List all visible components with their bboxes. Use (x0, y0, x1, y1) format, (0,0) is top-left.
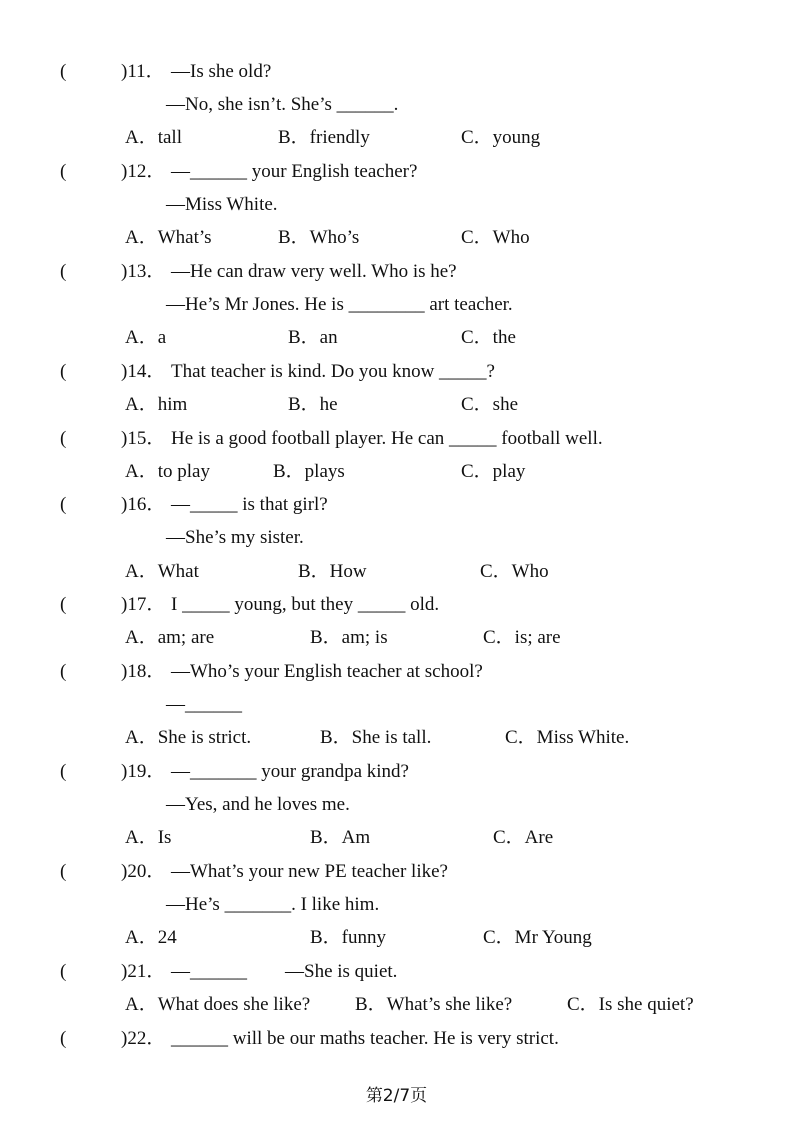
question-stem: —_______ your grandpa kind? (171, 761, 409, 782)
question-line: —He’s Mr Jones. He is ________ art teacher. (166, 294, 513, 315)
option-a: A．What’s (125, 227, 212, 248)
option-b: B．She is tall. (320, 727, 432, 748)
question-number: )12． (121, 161, 166, 182)
option-c: C．she (461, 394, 519, 415)
answer-blank-open: ( (60, 961, 67, 982)
option-a: A．am; are (125, 627, 215, 648)
question-line: —She’s my sister. (166, 527, 304, 548)
answer-blank-open: ( (60, 761, 67, 782)
question-stem: —_____ is that girl? (171, 494, 328, 515)
option-a: A．24 (125, 927, 177, 948)
answer-blank-open: ( (60, 261, 67, 282)
option-c: C．Who (480, 561, 549, 582)
option-b: B．How (298, 561, 367, 582)
option-b: B．an (288, 327, 338, 348)
question-number: )21． (121, 961, 166, 982)
option-a: A．to play (125, 461, 210, 482)
answer-blank-open: ( (60, 428, 67, 449)
question-number: )22． (121, 1028, 166, 1049)
question-stem: —______ your English teacher? (171, 161, 418, 182)
option-b: B．plays (273, 461, 345, 482)
option-c: C．Is she quiet? (567, 994, 694, 1015)
question-line: —Miss White. (166, 194, 278, 215)
question-stem: —______ —She is quiet. (171, 961, 398, 982)
option-a: A．tall (125, 127, 182, 148)
question-stem: —What’s your new PE teacher like? (171, 861, 448, 882)
option-a: A．What (125, 561, 199, 582)
question-line: —No, she isn’t. She’s ______. (166, 94, 399, 115)
option-c: C．play (461, 461, 526, 482)
question-number: )17． (121, 594, 166, 615)
question-stem: —He can draw very well. Who is he? (171, 261, 457, 282)
question-line: —Yes, and he loves me. (166, 794, 350, 815)
option-a: A．a (125, 327, 167, 348)
question-number: )19． (121, 761, 166, 782)
answer-blank-open: ( (60, 161, 67, 182)
option-b: B．What’s she like? (355, 994, 513, 1015)
question-number: )14． (121, 361, 166, 382)
question-line: —He’s _______. I like him. (166, 894, 380, 915)
question-stem: That teacher is kind. Do you know _____? (171, 361, 495, 382)
answer-blank-open: ( (60, 61, 67, 82)
answer-blank-open: ( (60, 361, 67, 382)
answer-blank-open: ( (60, 494, 67, 515)
answer-blank-open: ( (60, 861, 67, 882)
option-b: B．funny (310, 927, 387, 948)
option-b: B．Who’s (278, 227, 360, 248)
option-c: C．young (461, 127, 541, 148)
option-b: B．he (288, 394, 338, 415)
question-number: )13． (121, 261, 166, 282)
question-line: —______ (166, 694, 242, 715)
question-number: )20． (121, 861, 166, 882)
option-b: B．friendly (278, 127, 370, 148)
option-c: C．Who (461, 227, 530, 248)
question-number: )18． (121, 661, 166, 682)
question-stem: I _____ young, but they _____ old. (171, 594, 440, 615)
option-a: A．She is strict. (125, 727, 252, 748)
option-c: C．the (461, 327, 516, 348)
answer-blank-open: ( (60, 661, 67, 682)
option-a: A．Is (125, 827, 172, 848)
option-b: B．Am (310, 827, 371, 848)
answer-blank-open: ( (60, 594, 67, 615)
question-number: )15． (121, 428, 166, 449)
option-b: B．am; is (310, 627, 388, 648)
option-c: C．Are (493, 827, 554, 848)
option-c: C．is; are (483, 627, 561, 648)
question-number: )16． (121, 494, 166, 515)
answer-blank-open: ( (60, 1028, 67, 1049)
page-number: 第2/7页 (365, 1086, 428, 1106)
option-a: A．What does she like? (125, 994, 311, 1015)
option-c: C．Miss White. (505, 727, 630, 748)
question-stem: —Who’s your English teacher at school? (171, 661, 483, 682)
question-number: )11． (121, 61, 165, 82)
option-a: A．him (125, 394, 188, 415)
question-stem: He is a good football player. He can _____ football well. (171, 428, 603, 449)
question-stem: ______ will be our maths teacher. He is very strict. (171, 1028, 559, 1049)
option-c: C．Mr Young (483, 927, 592, 948)
question-stem: —Is she old? (171, 61, 272, 82)
